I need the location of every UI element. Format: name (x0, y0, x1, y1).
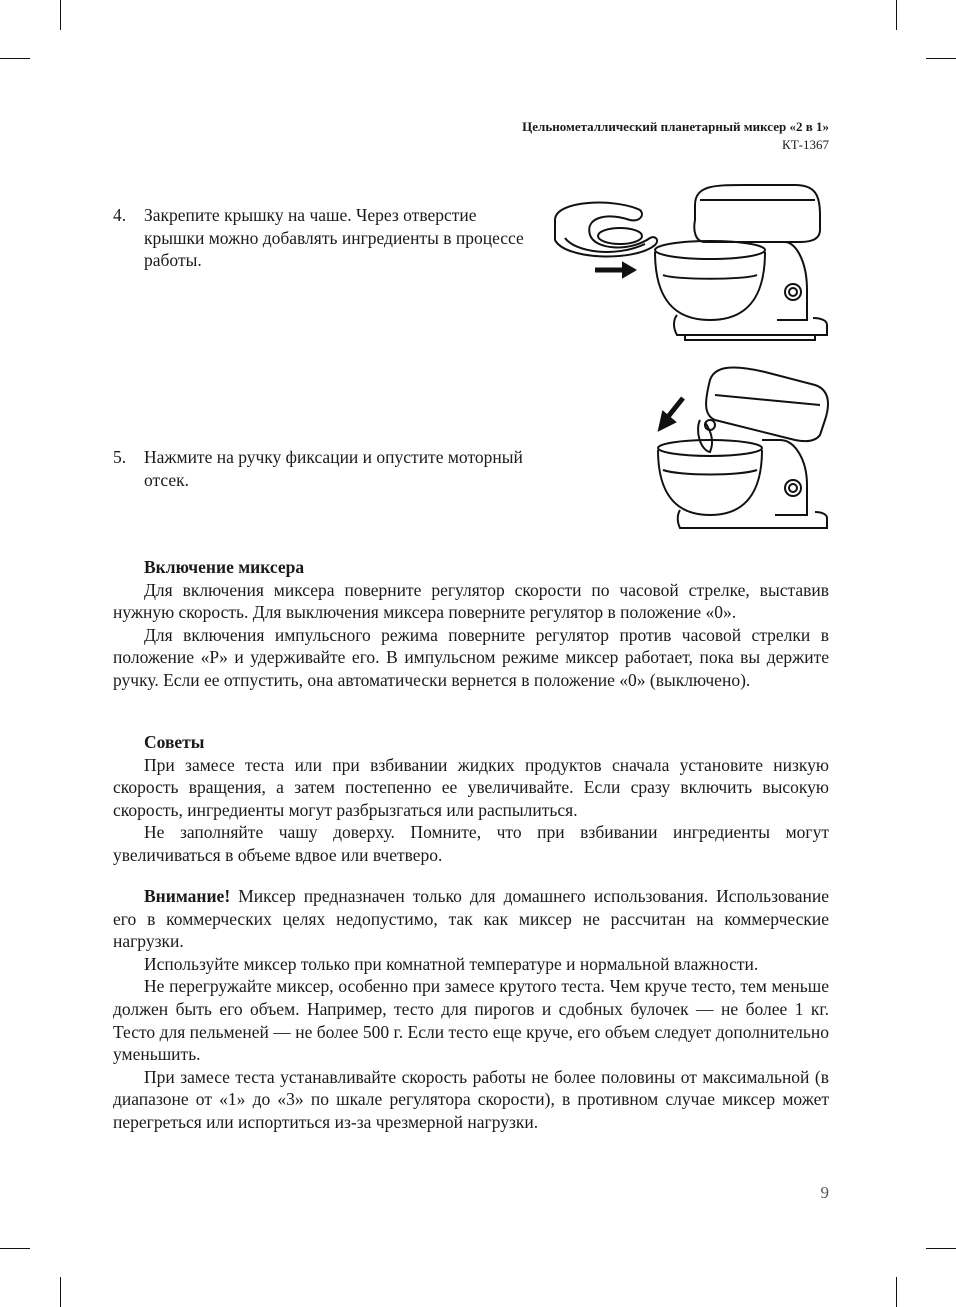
step-number: 5. (113, 447, 127, 467)
crop-mark (926, 58, 956, 59)
step-number: 4. (113, 205, 127, 225)
section-heading: Советы (144, 732, 205, 752)
section-warning (113, 885, 829, 1134)
step-4 (113, 204, 538, 272)
step-text: Нажмите на ручку фиксации и опустите моторный отсек. (144, 447, 523, 490)
crop-mark (60, 0, 61, 30)
paragraph: При замесе теста устанавливайте скорость работы не более половины от максимальной (в диапазоне от «1» до «3» по шкале регулятора скорости), в противном случае миксер может перегреться или испортиться из-за чрезмерной нагрузки. (113, 1066, 829, 1132)
crop-mark (896, 0, 897, 30)
section-power-on (113, 556, 829, 692)
header-model: КТ-1367 (782, 137, 829, 152)
paragraph: При замесе теста или при взбивании жидких продуктов сначала установите низкую скорость вращения, а затем постепенно ее увеличивайте. Если сразу включить высокую скорость, ингредиенты могут разбрызгаться или распылиться. (113, 754, 829, 820)
step-text: Закрепите крышку на чаше. Через отверстие крышки можно добавлять ингредиенты в процессе работы. (144, 205, 524, 270)
crop-mark (896, 1277, 897, 1307)
header-title: Цельнометаллический планетарный миксер «2 в 1» (522, 119, 829, 134)
crop-mark (60, 1277, 61, 1307)
step-5 (113, 446, 538, 491)
paragraph: Для включения миксера поверните регулятор скорости по часовой стрелке, выставив нужную скорость. Для выключения миксера поверните регулятор в положение «0». (113, 579, 829, 623)
arrow-down-left-icon (667, 398, 683, 418)
warning-label: Внимание! (144, 886, 231, 906)
crop-mark (926, 1248, 956, 1249)
paragraph (113, 885, 829, 953)
paragraph: Для включения импульсного режима поверните регулятор против часовой стрелки в положение «P» и удерживайте его. В импульсном режиме миксер работает, пока вы держите ручку. Если ее отпустить, она автоматически вернется в положение «0» (выключено). (113, 624, 829, 690)
paragraph: Не перегружайте миксер, особенно при замесе крутого теста. Чем круче тесто, тем меньше должен быть его объем. Например, тесто для пирогов и сдобных булочек — не более 1 кг. Тесто для пельменей — не более 500 г. Если тесто еще круче, его объем следует дополнительно уменьшить. (113, 976, 829, 1065)
section-heading: Включение миксера (144, 557, 305, 577)
paragraph: Используйте миксер только при комнатной температуре и нормальной влажности. (144, 953, 759, 974)
crop-mark (0, 58, 30, 59)
section-tips (113, 731, 829, 867)
crop-mark (0, 1248, 30, 1249)
running-header (522, 118, 829, 154)
paragraph: Не заполняйте чашу доверху. Помните, что при взбивании ингредиенты могут увеличиваться в объеме вдвое или вчетверо. (113, 822, 829, 865)
page-number: 9 (820, 1183, 829, 1202)
warning-text: Миксер предназначен только для домашнего использования. Использование его в коммерческих целях недопустимо, так как миксер не рассчитан на коммерческие нагрузки. (113, 886, 829, 952)
mixer-lowering-head-illustration (655, 360, 835, 535)
mixer-with-lid-illustration (545, 180, 835, 345)
